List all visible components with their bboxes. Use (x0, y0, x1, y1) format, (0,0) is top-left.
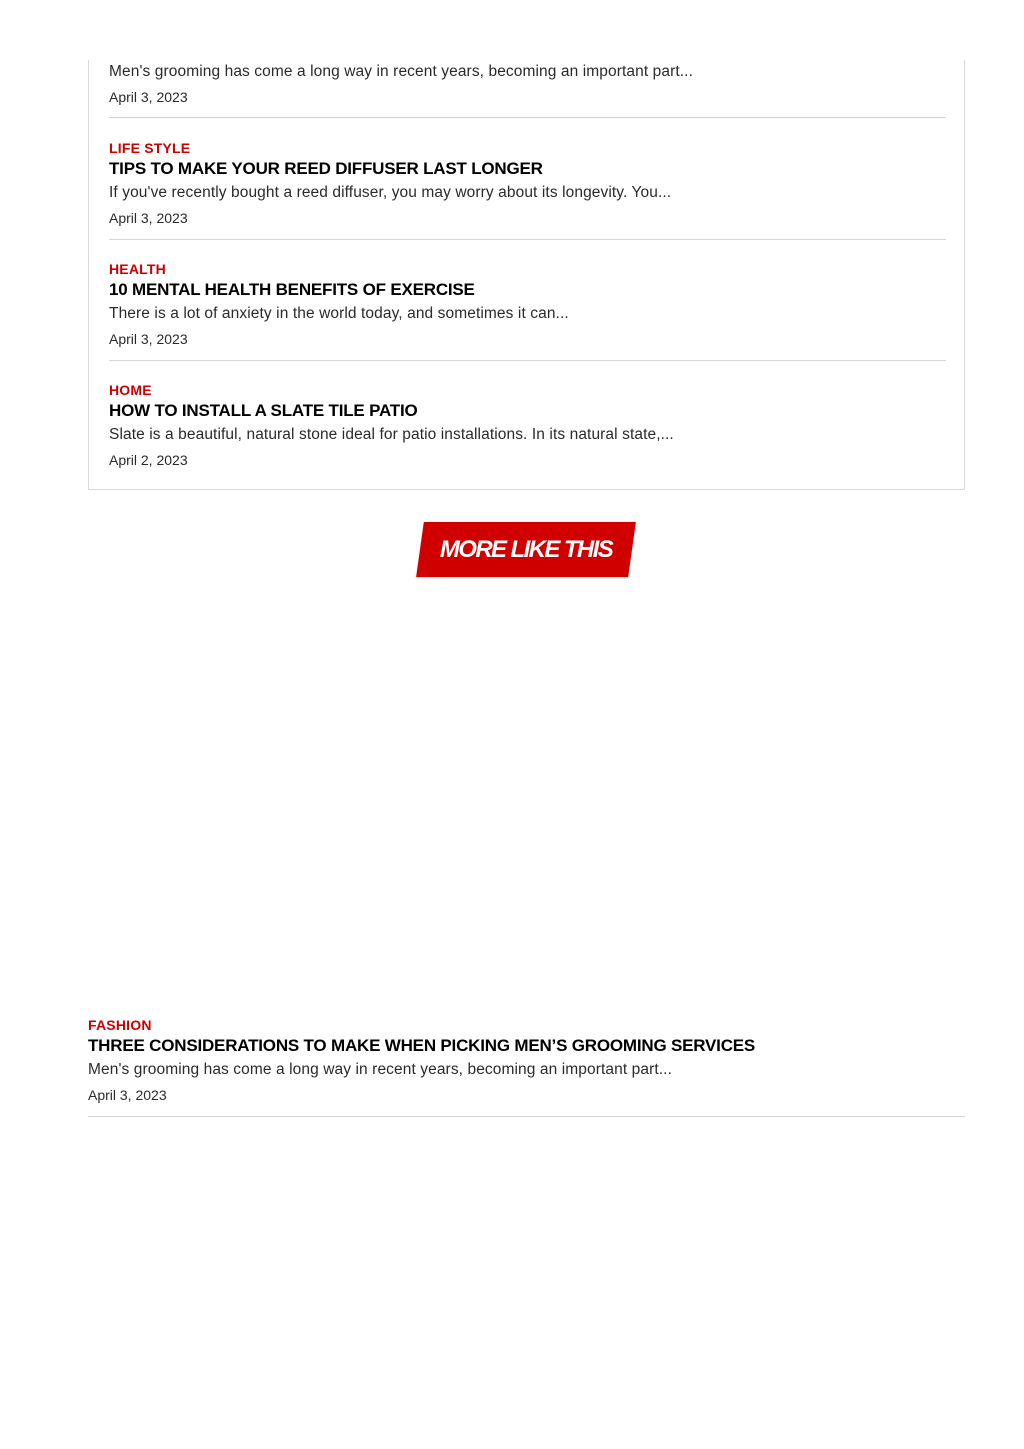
post-category-link[interactable]: HOME (109, 382, 152, 398)
list-item (109, 139, 946, 240)
post-excerpt: Men's grooming has come a long way in recent years, becoming an important part... (88, 1061, 672, 1078)
post-date: April 3, 2023 (109, 331, 188, 347)
post-title-link[interactable]: 10 MENTAL HEALTH BENEFITS OF EXERCISE (109, 280, 475, 299)
post-category-link[interactable]: LIFE STYLE (109, 140, 191, 156)
list-item (109, 381, 946, 481)
post-excerpt: Slate is a beautiful, natural stone ideal for patio installations. In its natural state,... (109, 426, 674, 443)
post-title-link[interactable]: HOW TO INSTALL A SLATE TILE PATIO (109, 401, 418, 420)
post-category-link[interactable]: HEALTH (109, 261, 166, 277)
list-item (109, 60, 946, 118)
post-excerpt: Men's grooming has come a long way in recent years, becoming an important part... (109, 63, 693, 80)
post-excerpt: There is a lot of anxiety in the world today, and sometimes it can... (109, 305, 569, 322)
post-date: April 3, 2023 (109, 89, 188, 105)
post-date: April 3, 2023 (88, 1087, 167, 1103)
post-date: April 2, 2023 (109, 452, 188, 468)
post-title-link[interactable]: THREE CONSIDERATIONS TO MAKE WHEN PICKING MEN’S GROOMING SERVICES (88, 1036, 756, 1055)
feature-post (88, 1016, 965, 1117)
post-category-link[interactable]: FASHION (88, 1017, 152, 1033)
more-like-this-label: MORE LIKE THIS (439, 535, 613, 563)
post-date: April 3, 2023 (109, 210, 188, 226)
post-title-link[interactable]: TIPS TO MAKE YOUR REED DIFFUSER LAST LONGER (109, 159, 543, 178)
recent-posts-card (88, 60, 965, 490)
post-excerpt: If you've recently bought a reed diffuser, you may worry about its longevity. You... (109, 184, 672, 201)
more-like-this-button[interactable] (414, 522, 638, 577)
list-item (109, 260, 946, 361)
